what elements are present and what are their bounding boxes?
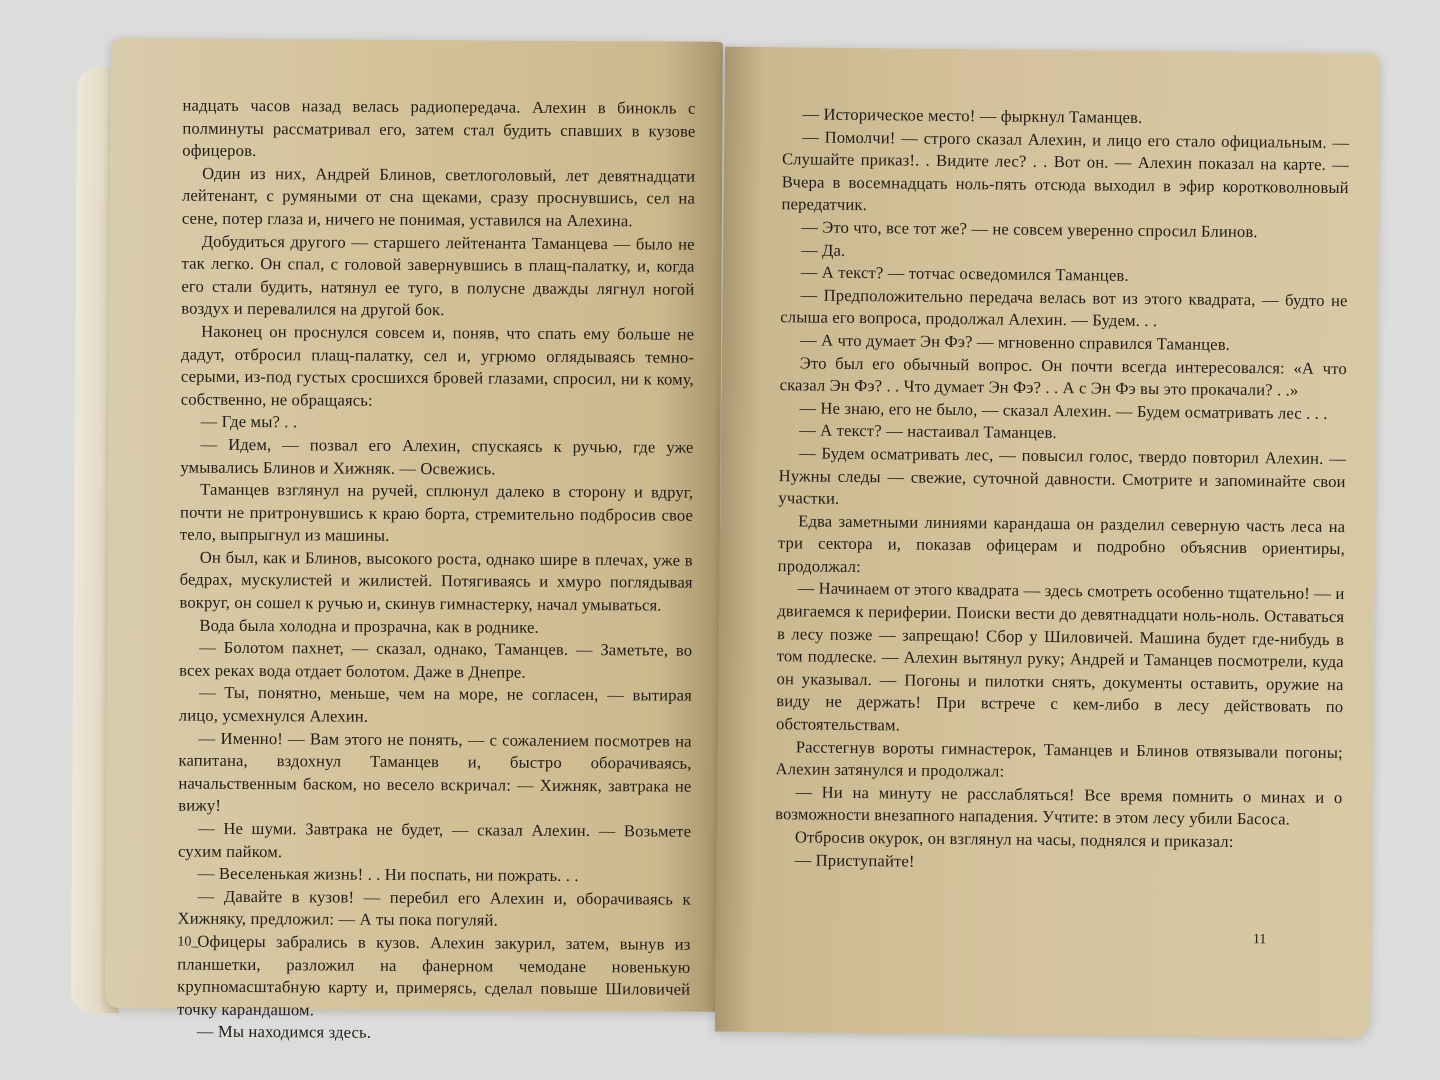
paragraph: Один из них, Андрей Блинов, светлоголовый, лет девятнадцати лейтенант, с румяными от сна щеками, сразу проснувшись, сел на сене, потер глаза и, ничего не понимая, уставился на Алехина. bbox=[181, 163, 696, 231]
paragraph: — Не шуми. Завтрака не будет, — сказал Алехин. — Возьмете сухим пайком. bbox=[177, 818, 692, 861]
right-page-text bbox=[775, 103, 1350, 877]
paragraph: — Мы находимся здесь. bbox=[196, 1022, 372, 1043]
paragraph: Отбросив окурок, он взглянул на часы, поднялся и приказал: bbox=[794, 827, 1234, 851]
paragraph: — А текст? — тотчас осведомился Таманцев. bbox=[800, 262, 1129, 285]
paragraph: Наконец он проснулся совсем и, поняв, что спать ему больше не дадут, отбросил плащ-палатку, сел и, угрюмо оглядываясь темно-серыми, из-под густых сросшихся бровей глазами, спросил, ни к кому, собственно, не обращаясь: bbox=[180, 321, 695, 410]
paragraph: Едва заметными линиями карандаша он разделил северную часть леса на три сектора и, показав офицерам и подробно объяснив ориентиры, продолжал: bbox=[777, 511, 1346, 576]
page-number-right: 11 bbox=[1252, 932, 1267, 948]
paragraph: — Болотом пахнет, — сказал, однако, Таманцев. — Заметьте, во всех реках вода отдает болотом. Даже в Днепре. bbox=[179, 637, 693, 682]
paragraph: — Ты, понятно, меньше, чем на море, не согласен, — вытирая лицо, усмехнулся Алехин. bbox=[178, 683, 693, 726]
paragraph: — Давайте в кузов! — перебил его Алехин и, оборачиваясь к Хижняку, предложил: — А ты пока погуляй. bbox=[177, 886, 691, 930]
paragraph: — Не знаю, его не было, — сказал Алехин. — Будем осматривать лес . . . bbox=[799, 398, 1328, 423]
paragraph: Таманцев взглянул на ручей, сплюнул далеко в сторону и вдруг, почти не притронувшись к краю борта, стремительно подбросив свое тело, выпрыгнул из машины. bbox=[179, 479, 694, 546]
paragraph: — Приступайте! bbox=[794, 849, 915, 871]
paragraph: — Помолчи! — строго сказал Алехин, и лицо его стало официальным. — Слушайте приказ!. . Видите лес? . . Вот он. — Алехин показал на карте. — Вчера в восемнадцать ноль-пять отсюда выходил в эфир коротковолновый передатчик. bbox=[781, 127, 1350, 215]
right-page bbox=[715, 47, 1380, 1039]
paragraph: — Именно! — Вам этого не понять, — с сожалением посмотрев на капитана, вздохнул Таманцев и, быстро оборачиваясь, начальственным баском, но весело вскричал: — Хижняк, завтрака не вижу! bbox=[178, 728, 692, 816]
paragraph: Это был его обычный вопрос. Он почти всегда интересовался: «А что сказал Эн Фэ? . . Что думает Эн Фэ? . . А с Эн Фэ вы это прокачали? . .» bbox=[779, 352, 1347, 400]
paragraph: — Веселенькая жизнь! . . Ни поспать, ни пожрать. . . bbox=[197, 863, 579, 886]
paragraph: — Ни на минуту не расслабляться! Все время помнить о минах и о возможности внезапного нападения. Учтите: в этом лесу убили Басоса. bbox=[775, 782, 1343, 829]
paragraph: — Где мы? . . bbox=[200, 412, 298, 432]
paragraph: надцать часов назад велась радиопередача. Алехин в бинокль с полминуты рассматривал его, затем стал будить спавших в кузове офицеров. bbox=[182, 95, 696, 161]
paragraph: — Предположительно передача велась вот из этого квадрата, — будто не слыша его вопроса, продолжал Алехин. — Будем. . . bbox=[780, 285, 1348, 331]
left-page bbox=[105, 38, 723, 1043]
left-page-text bbox=[177, 95, 696, 1047]
paragraph: — Это что, все тот же? — не совсем уверенно спросил Блинов. bbox=[801, 217, 1258, 242]
paragraph: — Историческое место! — фыркнул Таманцев. bbox=[802, 104, 1143, 127]
paragraph: — Идем, — позвал его Алехин, спускаясь к ручью, где уже умывались Блинов и Хижняк. — Освежись. bbox=[180, 434, 694, 478]
page-number-left: 10_ bbox=[177, 934, 199, 950]
paragraph: — Да. bbox=[800, 239, 846, 260]
paragraph: Вода была холодна и прозрачна, как в роднике. bbox=[199, 615, 539, 637]
paragraph: — Начинаем от этого квадрата — здесь смотреть особенно тщательно! — и двигаемся к периферии. Поиски вести до девятнадцати ноль-ноль. Оставаться в лесу позже — запрещаю! Сбор у Шиловичей. Машина будет где-нибудь в том подлеске. — Алехин вытянул руку; Андрей и Таманцев посмотрели, куда он указывал. — Погоны и пилотки снять, документы оставить, оружие на виду не держать! При встрече с кем-либо в лесу действовать по обстоятельствам. bbox=[775, 578, 1345, 735]
paragraph: — А что думает Эн Фэ? — мгновенно справился Таманцев. bbox=[800, 330, 1231, 354]
paragraph: Расстегнув вороты гимнастерок, Таманцев и Блинов отвязывали погоны; Алехин затянулся и продолжал: bbox=[775, 737, 1343, 781]
paragraph: — Будем осматривать лес, — повысил голос, твердо повторил Алехин. — Нужны следы — свежие, суточной давности. Смотрите и запоминайте свои участки. bbox=[778, 443, 1346, 508]
paragraph: Офицеры забрались в кузов. Алехин закурил, затем, вынув из планшетки, разложил на фанерном чемодане новенькую крупномасштабную карту и, примерясь, сделал повыше Шиловичей точку карандашом. bbox=[176, 931, 691, 1020]
paragraph: — А текст? — настаивал Таманцев. bbox=[799, 420, 1057, 443]
paragraph: Добудиться другого — старшего лейтенанта Таманцева — было не так легко. Он спал, с головой завернувшись в плащ-палатку, и, когда его стали будить, натянул ее туго, в полусне дважды лягнул ногой воздух и перевалился на другой бок. bbox=[181, 231, 695, 320]
paragraph: Он был, как и Блинов, высокого роста, однако шире в плечах, уже в бедрах, мускулистей и жилистей. Потягиваясь и хмуро поглядывая вокруг, он сошел к ручью и, скинув гимнастерку, начал умываться. bbox=[179, 547, 693, 615]
